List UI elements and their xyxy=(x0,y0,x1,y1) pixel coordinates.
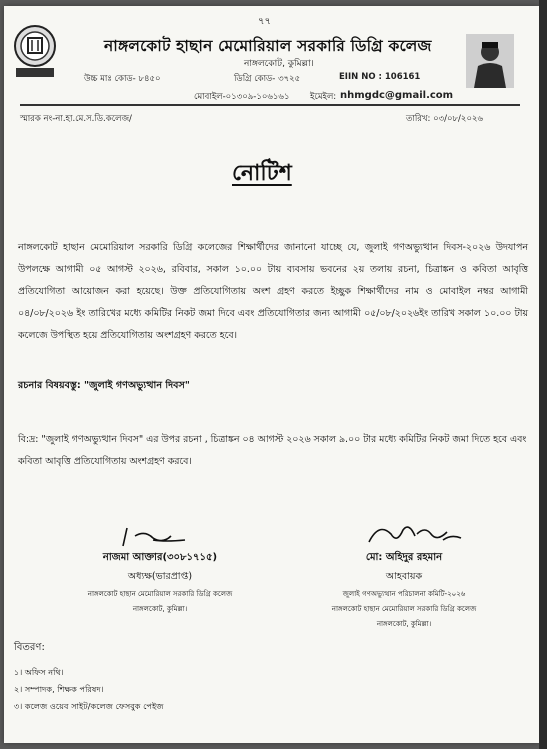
memo-number: স্মারক নং-না.হা.মে.স.ডি.কলেজ/ xyxy=(20,114,132,124)
convener-institution: নাঙ্গলকোট হাছান মেমোরিয়াল সরকারি ডিগ্রি কলেজ xyxy=(331,605,477,613)
principal-signature-icon xyxy=(105,526,215,550)
mobile-number: মোবাইল-০১৩০৯-১০৬১৬১ xyxy=(194,92,290,102)
convener-name: মো: অহিদুর রহমান xyxy=(365,552,443,563)
essay-subject: রচনার বিষয়বস্তু: "জুলাই গণঅভ্যুত্থান দিবস" xyxy=(18,380,190,391)
special-note: বি:দ্র: "জুলাই গণঅভ্যুত্থান দিবস" এর উপর রচনা , চিত্রাঙ্কন ০৪ আগস্ট ২০২৬ সকাল ৯.০০ টার মধ্যে কমিটির নিকট জমা দিতে হবে এবং কবিতা আবৃত্তি প্রতিযোগিতায় অংশগ্রহণ করবে। xyxy=(18,434,527,467)
notice-paper xyxy=(4,6,539,743)
notice-title: নোটিশ xyxy=(232,161,292,186)
college-logo-icon xyxy=(12,24,58,80)
notice-body: নাঙ্গলকোট হাছান মেমোরিয়াল সরকারি ডিগ্রি কলেজের শিক্ষার্থীদের জানানো যাচ্ছে যে, জুলাই গণঅভ্যুত্থান দিবস-২০২৬ উদযাপন উপলক্ষে আগামী ০৫ আগস্ট ২০২৬, রবিবার, সকাল ১০.০০ টায় ব্যবসায় ভবনের ২য় তলায় রচনা, চিত্রাঙ্কন ও কবিতা আবৃত্তি প্রতিযোগিতা আয়োজন করা হয়েছে। উক্ত প্রতিযোগিতায় অংশ গ্রহণ করতে ইচ্ছুক শিক্ষার্থীদের নাম ও মোবাইল নম্বর আগামী ০৪/০৮/২০২৬ ইং তারিখের মধ্যে কমিটির নিকট জমা দিবে এবং প্রতিযোগিতার জন্য আগামী ০৫/০৮/২০২৬ইং তারিখ সকাল ১০.০০ টায় কলেজে উপস্থিত হয়ে প্রতিযোগিতায় অংশগ্রহণ করতে হবে। xyxy=(18,242,528,341)
header-divider xyxy=(20,104,520,106)
notice-date: তারিখ: ০৩/০৮/২০২৬ xyxy=(406,114,484,124)
principal-institution: নাঙ্গলকোট হাছান মেমোরিয়াল সরকারি ডিগ্রি কলেজ xyxy=(87,590,233,598)
scan-edge xyxy=(539,0,547,749)
convener-committee: জুলাই গণঅভ্যুত্থান পরিচালনা কমিটি-২০২৬ xyxy=(342,590,466,598)
principal-role: অধ্যক্ষ(ভারপ্রাপ্ত) xyxy=(127,571,193,582)
list-item: ৩। কলেজ ওয়েব সাইট/কলেজ ফেসবুক পেইজ xyxy=(14,701,164,711)
distribution-list xyxy=(14,664,164,715)
email-label: ইমেইল: xyxy=(310,92,337,102)
email-address: nhmgdc@gmail.com xyxy=(340,90,454,101)
institute-code: উচ্চ মাঃ কোড- ৮৪৫০ xyxy=(84,74,161,84)
principal-location: নাঙ্গলকোট, কুমিল্লা। xyxy=(132,605,188,613)
principal-name: নাজমা আক্তার(৩০৮১৭১৫) xyxy=(102,552,218,563)
college-name: নাঙ্গলকোট হাছান মেমোরিয়াল সরকারি ডিগ্রি কলেজ xyxy=(104,37,432,55)
college-location: নাঙ্গলকোট, কুমিল্লা। xyxy=(244,59,314,69)
founder-photo xyxy=(466,34,514,88)
letterhead xyxy=(4,6,539,124)
convener-signature-icon xyxy=(339,520,469,550)
principal-signature-block xyxy=(60,526,260,615)
convener-signature-block xyxy=(304,520,504,630)
top-mark: ৭৭ xyxy=(258,16,272,27)
eiin-number: EIIN NO : 106161 xyxy=(339,72,421,82)
distribution-title: বিতরণ: xyxy=(14,642,45,653)
convener-role: আহবায়ক xyxy=(385,571,423,582)
list-item: ২। সম্পাদক, শিক্ষক পরিষদ। xyxy=(14,684,104,694)
list-item: ১। অফিস নথি। xyxy=(14,667,64,677)
degree-code: ডিগ্রি কোড- ৩৭২৫ xyxy=(234,74,301,84)
convener-location: নাঙ্গলকোট, কুমিল্লা। xyxy=(376,620,432,628)
